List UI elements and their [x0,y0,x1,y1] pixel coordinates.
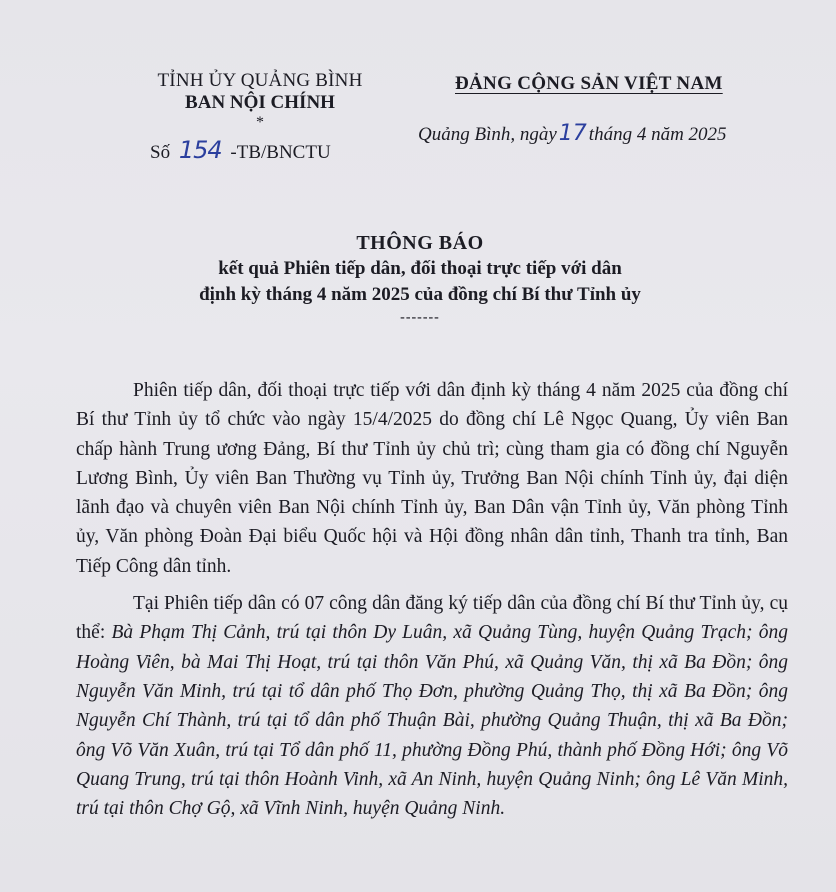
title-main: THÔNG BÁO [356,232,484,254]
citizen-list: Bà Phạm Thị Cảnh, trú tại thôn Dy Luân, xã Quảng Tùng, huyện Quảng Trạch; ông Hoàng Viên, bà Mai Thị Hoạt, trú tại thôn Văn Phú, xã Quảng Văn, thị xã Ba Đồn; ông Nguyễn Văn Minh, trú tại tổ dân phố Thọ Đơn, phường Quảng Thọ, thị xã Ba Đồn; ông Nguyễn Chí Thành, trú tại tổ dân phố Thuận Bài, phường Quảng Thuận, thị xã Ba Đồn; ông Võ Văn Xuân, trú tại Tổ dân phố 11, phường Đồng Phú, thành phố Đồng Hới; ông Võ Quang Trung, trú tại thôn Hoành Vinh, xã An Ninh, huyện Quảng Ninh; ông Lê Văn Minh, trú tại thôn Chợ Gộ, xã Vĩnh Ninh, huyện Quảng Ninh. [76,622,788,820]
issuing-agency-header [130,70,390,130]
title-separator: ------- [400,310,440,325]
date-suffix: tháng 4 năm 2025 [588,124,727,145]
place-and-date [418,121,727,146]
document-title [100,230,740,324]
handwritten-number: 154 [178,136,222,164]
number-suffix: -TB/BNCTU [230,142,331,163]
internal-affairs-board: BAN NỘI CHÍNH [185,92,335,113]
number-prefix: Số [150,142,171,163]
title-line-2: kết quả Phiên tiếp dân, đối thoại trực tiếp với dân [218,258,622,279]
title-line-3: định kỳ tháng 4 năm 2025 của đồng chí Bí thư Tỉnh ủy [199,284,641,305]
party-name-header: ĐẢNG CỘNG SẢN VIỆT NAM [455,73,723,94]
star-mark: * [256,114,264,131]
handwritten-day: 17 [558,121,587,146]
province-party-committee: TỈNH ỦY QUẢNG BÌNH [157,70,363,91]
date-prefix: Quảng Bình, ngày [418,124,557,145]
document-number [150,136,331,164]
paragraph-2 [76,589,788,823]
paragraph-1: Phiên tiếp dân, đối thoại trực tiếp với dân định kỳ tháng 4 năm 2025 của đồng chí Bí thư Tỉnh ủy tổ chức vào ngày 15/4/2025 do đồng chí Lê Ngọc Quang, Ủy viên Ban chấp hành Trung ương Đảng, Bí thư Tỉnh ủy chủ trì; cùng tham gia có đồng chí Nguyễn Lương Bình, Ủy viên Ban Thường vụ Tỉnh ủy, Trưởng Ban Nội chính Tỉnh ủy, đại diện lãnh đạo và chuyên viên Ban Nội chính Tỉnh ủy, Ban Dân vận Tỉnh ủy, Văn phòng Tỉnh ủy, Văn phòng Đoàn Đại biểu Quốc hội và Hội đồng nhân dân tỉnh, Thanh tra tỉnh, Ban Tiếp Công dân tỉnh. [76,380,788,577]
document-body [76,376,788,823]
paragraph-2-intro: Tại Phiên tiếp dân có 07 công dân đăng ký tiếp dân của đồng chí Bí thư Tỉnh ủy, cụ thể: [76,593,788,644]
